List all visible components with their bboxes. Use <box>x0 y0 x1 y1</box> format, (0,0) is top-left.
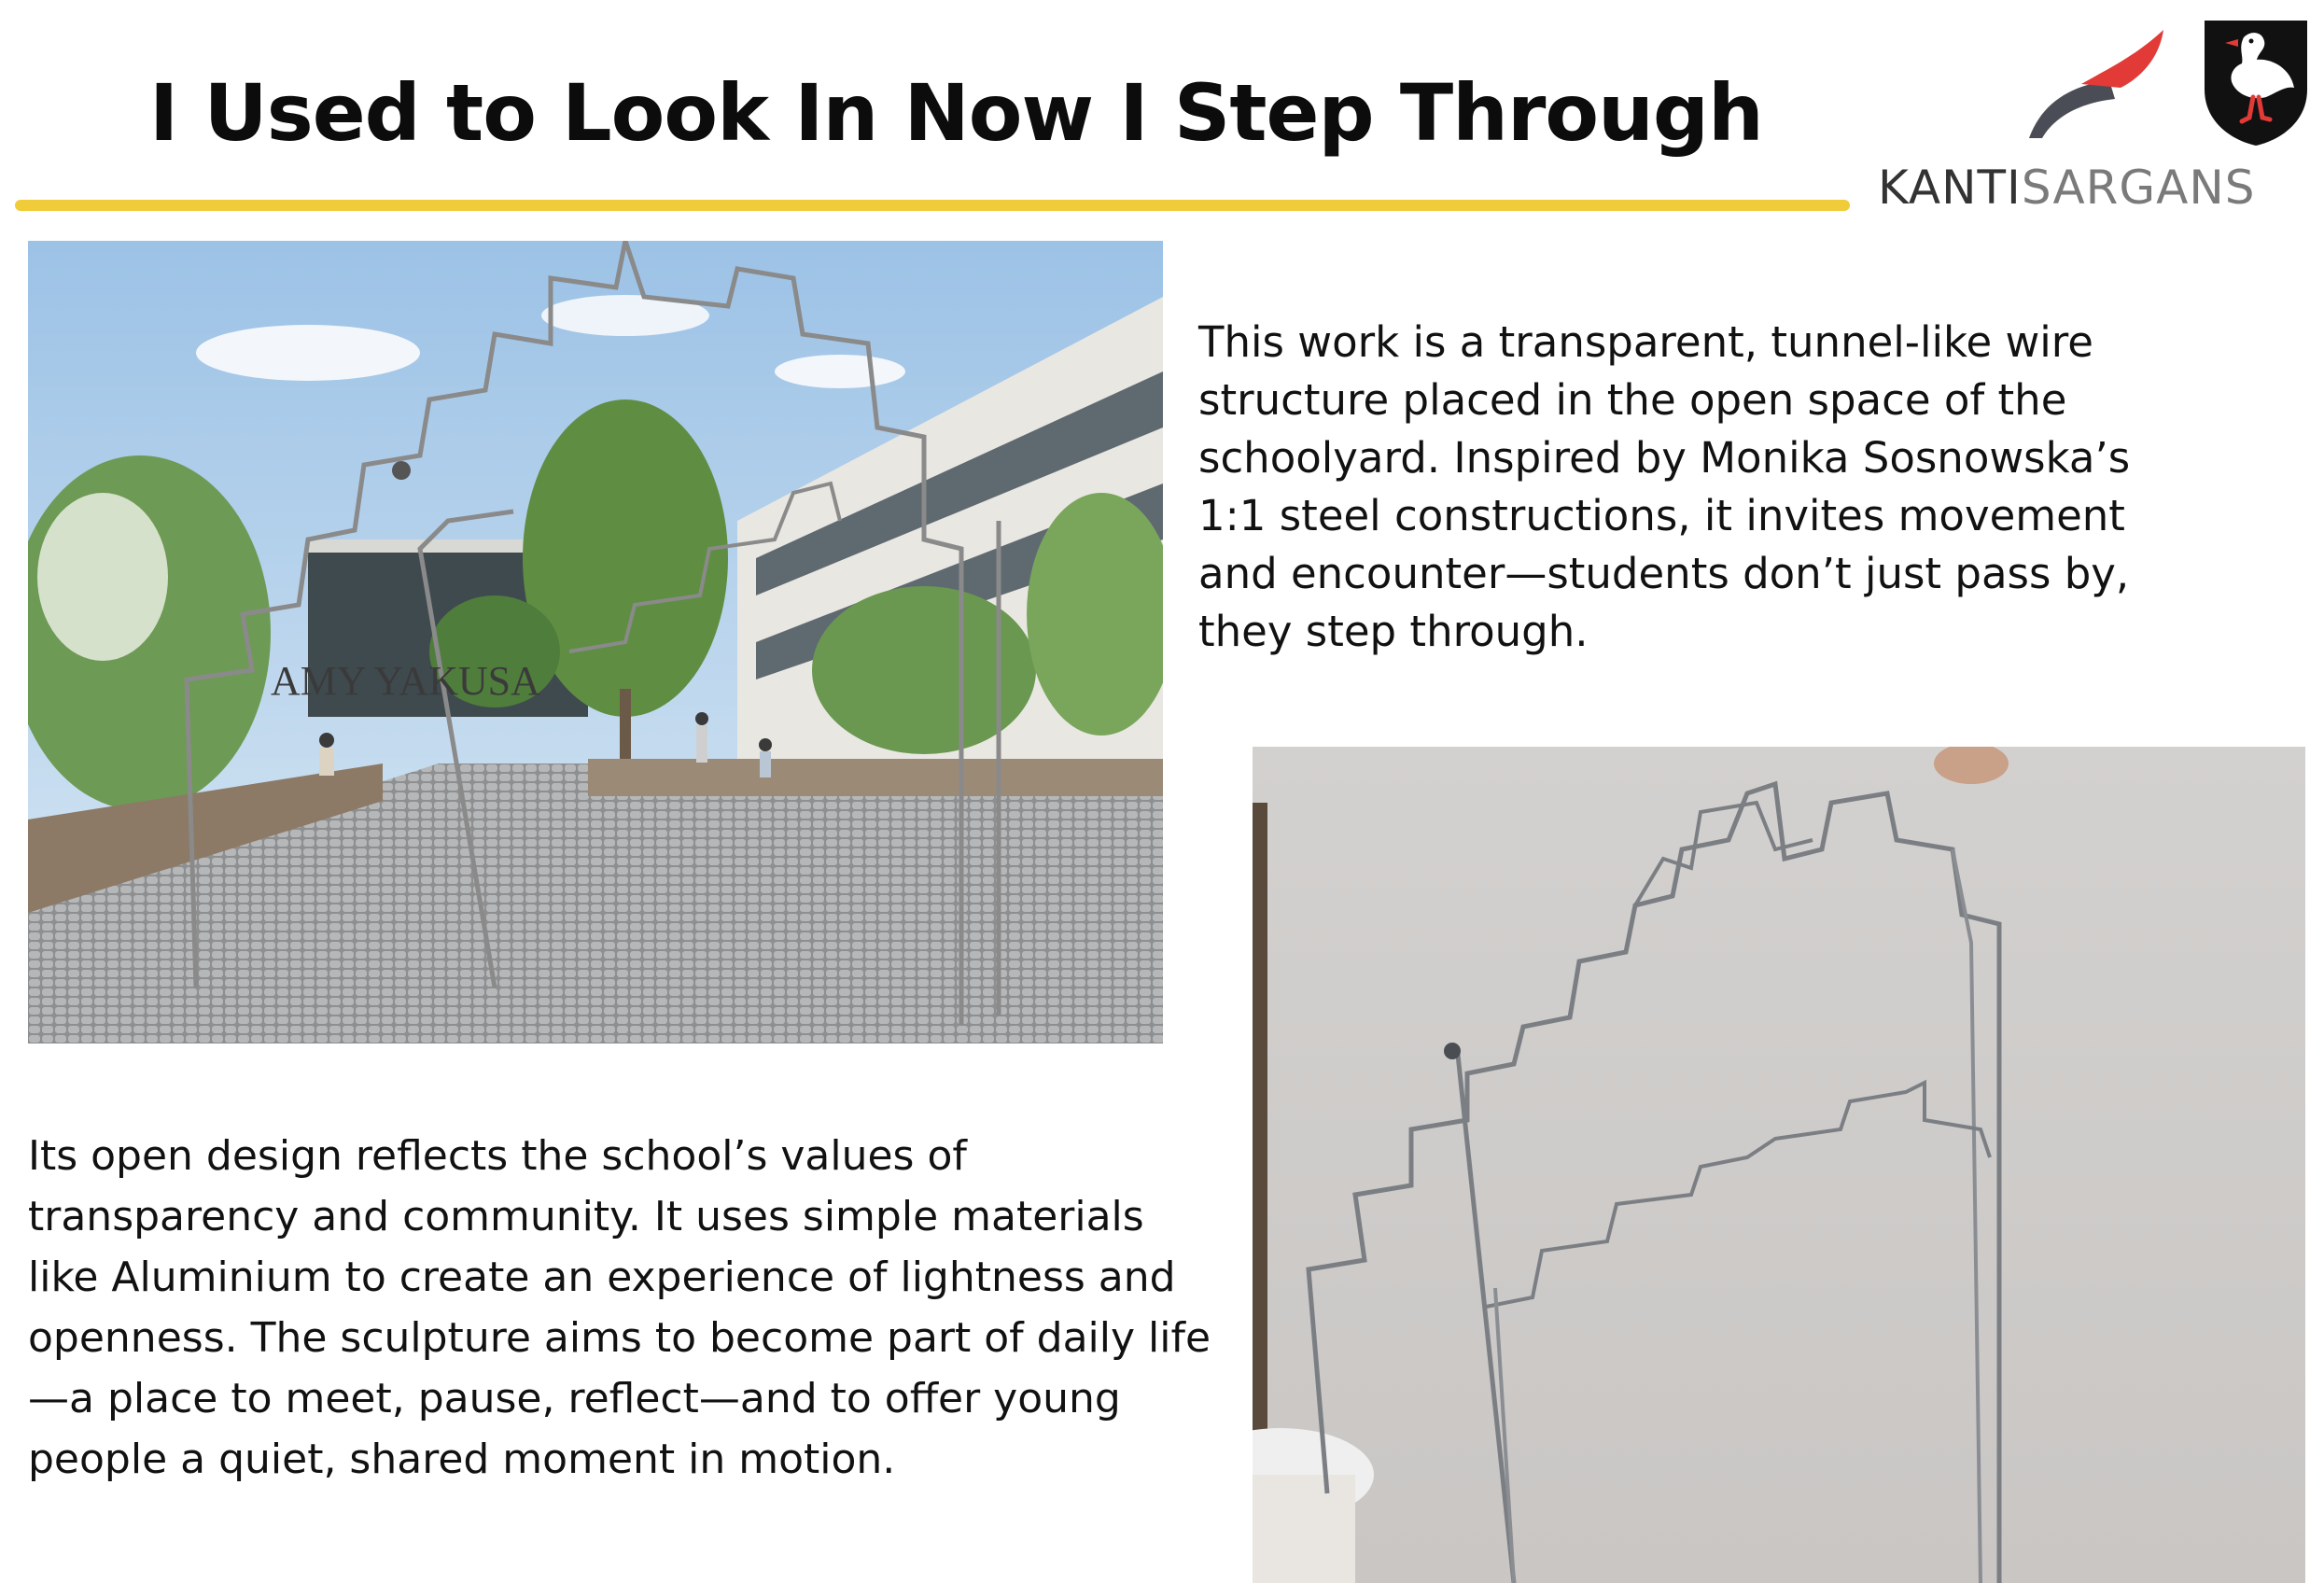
goose-coat-of-arms-icon <box>2201 17 2311 147</box>
schoolyard-rendering-image <box>28 241 1163 1044</box>
logo-text-kanti: KANTI <box>1878 161 2022 215</box>
kantisargans-swoosh-icon <box>2023 28 2173 140</box>
description-paragraph: Its open design reflects the school’s values of transparency and community. It uses simple materials like Aluminium to create an experience of lightness and openness. The sculpture aims to become part of daily life —a place to meet, pause, reflect—and to offer young people a quiet, shared moment in motion. <box>28 1132 1211 1483</box>
school-logo-text <box>1878 161 2256 215</box>
wire-model-photo <box>1253 747 2305 1583</box>
rendering-overlay-text: AMY YAKUSA <box>271 658 540 704</box>
title-underline <box>15 200 1850 211</box>
page-title: I Used to Look In Now I Step Through <box>149 67 1763 159</box>
logo-text-sargans: SARGANS <box>2021 161 2256 215</box>
intro-paragraph: This work is a transparent, tunnel-like wire structure placed in the open space of the schoolyard. Inspired by Monika Sosnowska’s 1:1 steel constructions, it invites movement and encounter—students don’t just pass by, they step through. <box>1198 317 2131 656</box>
